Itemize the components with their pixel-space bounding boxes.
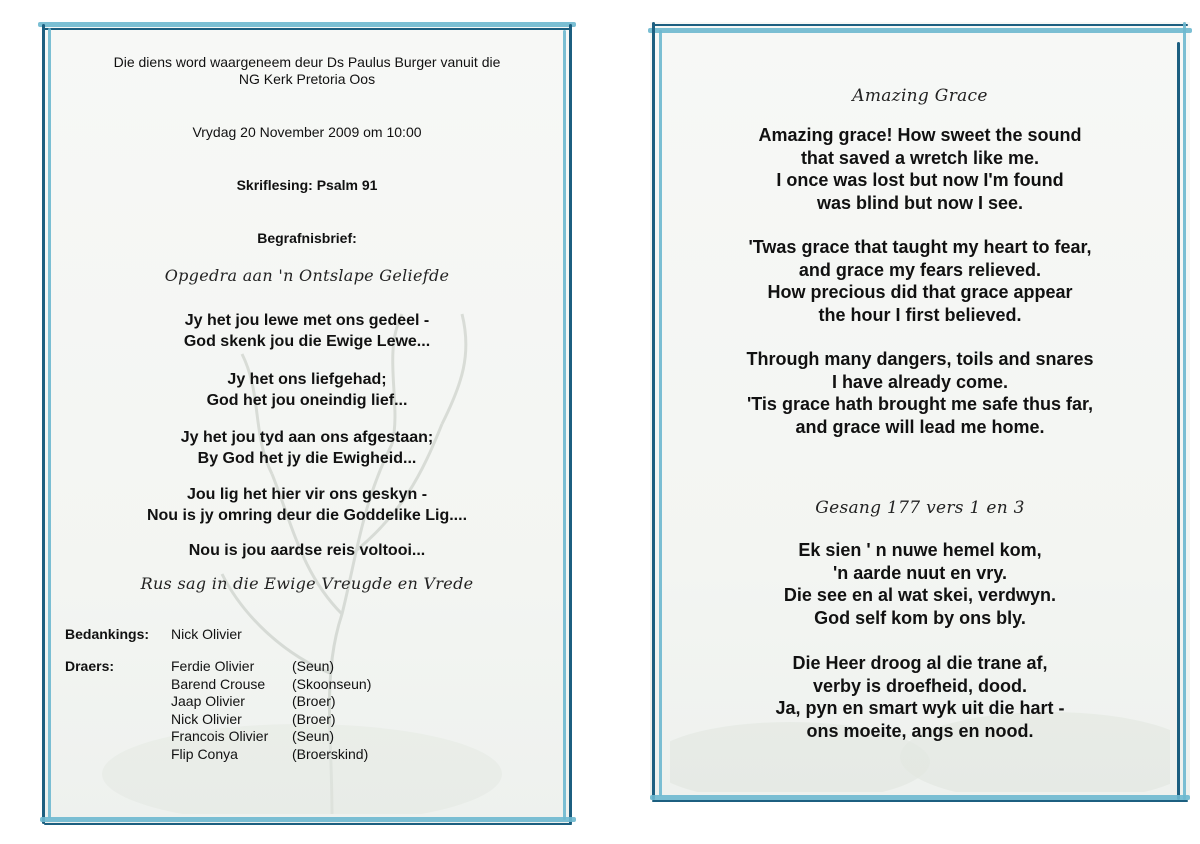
bearers-label: Draers: [65,658,115,674]
funeral-letter-label: Begrafnisbrief: [257,230,357,246]
song-line: ons moeite, angs en nood. [806,720,1034,741]
song-stanza [650,539,1190,629]
bearer-relation: (Skoonseun) [292,675,372,692]
song-line: I once was lost but now I'm found [776,170,1064,190]
song-line: 'Tis grace hath brought me safe thus far, [746,394,1094,414]
bearer-relation: (Seun) [292,658,335,674]
song-line: 'Twas grace that taught my heart to fear, [748,237,1092,257]
song-line: and grace will lead me home. [795,416,1045,437]
bearer-name: Barend Crouse [171,675,266,692]
poem-line: Nou is jou aardse reis voltooi... [188,542,426,559]
poem-stanza [42,427,572,469]
poem-line: By God het jy die Ewigheid... [197,450,417,467]
bearer-name: Jaap Olivier [171,693,245,709]
song-title-gesang-177: Gesang 177 vers 1 en 3 [815,498,1025,518]
right-page [650,22,1190,800]
bearers-list [171,658,431,763]
poem-stanza [42,310,572,352]
bearer-relation: (Broer) [292,693,336,709]
song-line: God self kom by ons bly. [814,607,1026,628]
thanks-name: Nick Olivier [171,626,242,642]
song-line: and grace my fears relieved. [798,259,1042,280]
song-line: I have already come. [831,371,1009,392]
closing-line: Rus sag in die Ewige Vreugde en Vrede [140,574,474,593]
poem-line: Jou lig het hier vir ons geskyn - [186,486,428,503]
song-line: How precious did that grace appear [767,282,1073,302]
poem-stanza [42,484,572,526]
poem-stanza [42,540,572,561]
song-stanza [650,124,1190,214]
song-line: Ek sien ' n nuwe hemel kom, [798,540,1042,560]
bearer-row [171,658,431,676]
song-stanza [650,348,1190,438]
song-title-amazing-grace: Amazing Grace [852,86,988,106]
song-line: the hour I first believed. [818,304,1022,325]
song-line: Ja, pyn en smart wyk uit die hart - [775,698,1065,718]
acknowledgements [65,626,242,642]
poem-line: Jy het jou tyd aan ons afgestaan; [180,429,434,446]
bearer-name: Flip Conya [171,745,238,762]
bearer-relation: (Broerskind) [292,745,369,762]
song-line: 'n aarde nuut en vry. [833,562,1007,583]
bearer-row [171,746,431,764]
service-intro: Die diens word waargeneem deur Ds Paulus Burger vanuit die NG Kerk Pretoria Oos [113,54,501,87]
song-line: was blind but now I see. [816,192,1024,213]
bearer-row [171,711,431,729]
service-date: Vrydag 20 November 2009 om 10:00 [192,124,422,140]
bearer-relation: (Broer) [292,710,336,727]
bearer-name: Ferdie Olivier [171,658,255,674]
poem-line: Jy het ons liefgehad; [227,371,387,388]
song-line: Amazing grace! How sweet the sound [758,125,1082,145]
song-line: verby is droefheid, dood. [812,675,1028,696]
poem-line: God het jou oneindig lief... [206,392,408,409]
poem-stanza [42,369,572,411]
poem-line: God skenk jou die Ewige Lewe... [183,333,431,350]
song-line: Die Heer droog al die trane af, [792,653,1048,673]
thanks-label: Bedankings: [65,626,150,642]
song-stanza [650,236,1190,326]
bearer-relation: (Seun) [292,728,335,744]
bearer-row [171,728,431,746]
bearer-name: Nick Olivier [171,710,242,727]
bearer-row [171,693,431,711]
scripture-reading: Skriflesing: Psalm 91 [236,177,378,193]
song-line: Die see en al wat skei, verdwyn. [783,585,1057,605]
song-stanza [650,652,1190,742]
song-line: that saved a wretch like me. [800,147,1040,168]
bearer-name: Francois Olivier [171,728,269,744]
song-line: Through many dangers, toils and snares [746,349,1094,369]
poem-line: Jy het jou lewe met ons gedeel - [184,312,430,329]
bearer-row [171,676,431,694]
poem-line: Nou is jy omring deur die Goddelike Lig.... [146,507,468,524]
poem-title: Opgedra aan 'n Ontslape Geliefde [164,266,450,285]
left-page [42,24,572,824]
